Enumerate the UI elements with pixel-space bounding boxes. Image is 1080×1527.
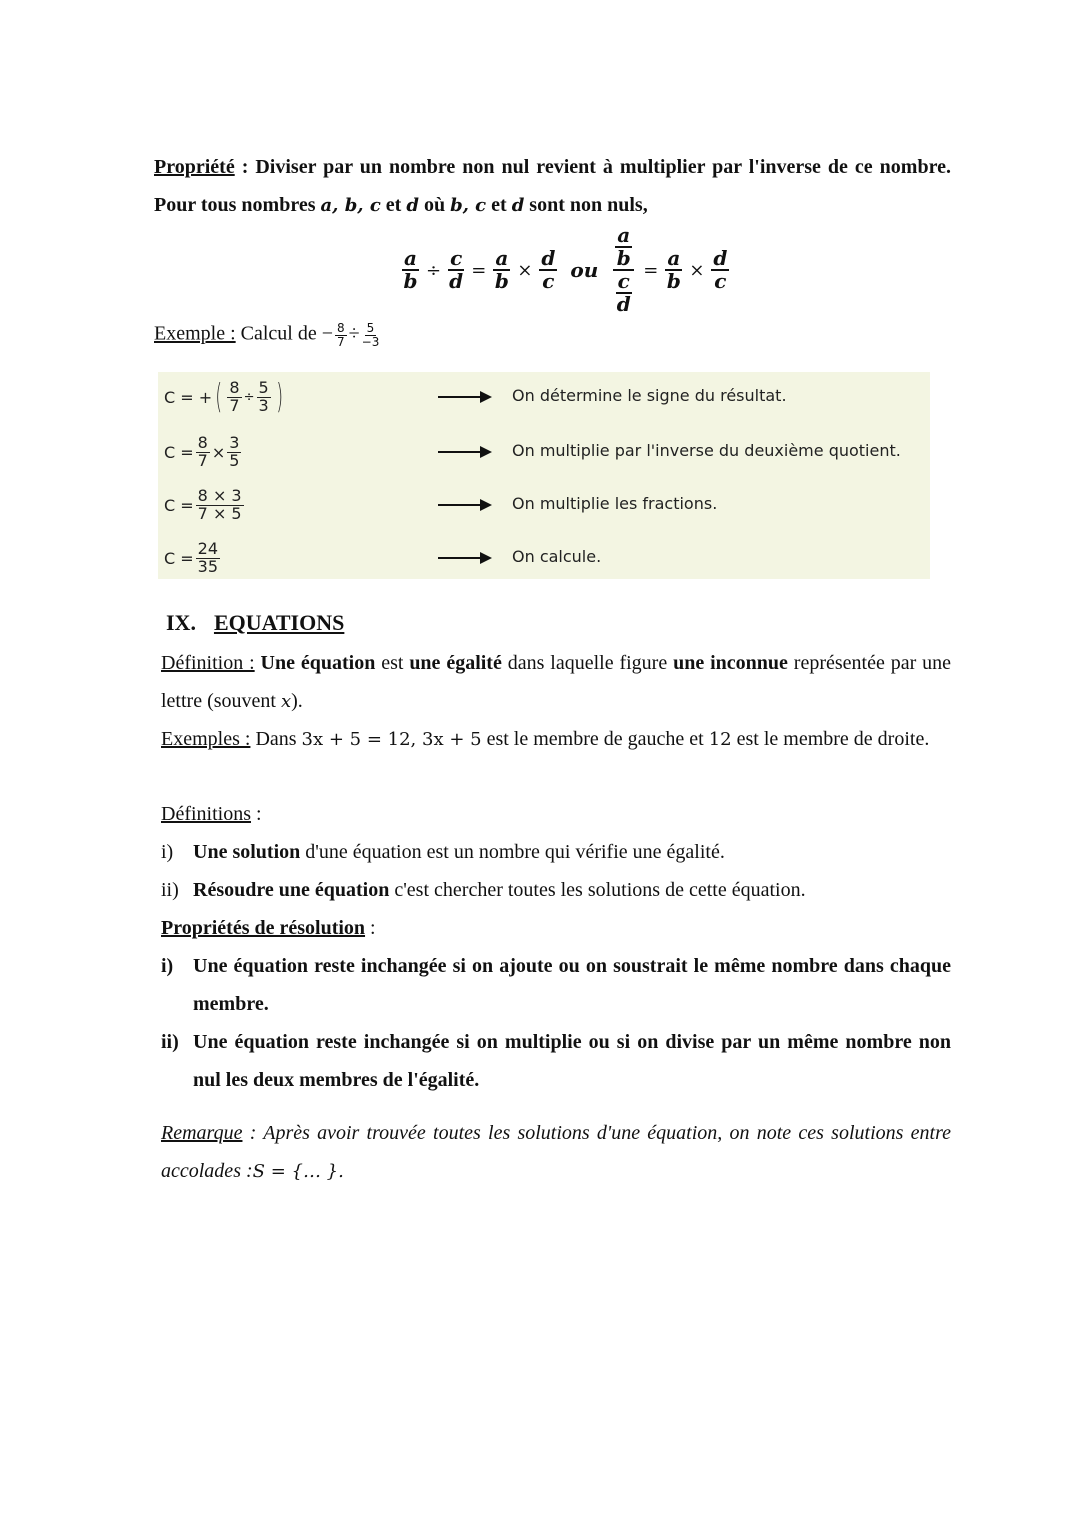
num: c [617,269,630,293]
example-line [154,322,381,348]
property-paragraph [154,148,951,225]
num: 8 × 3 [197,485,242,505]
step-description: On calcule. [512,547,602,566]
num: 5 [366,321,375,335]
text: une inconnue [673,652,788,674]
list-number: ii) [161,1031,179,1053]
fraction-a-b [402,248,419,292]
den: 7 × 5 [197,503,242,523]
arrow-right-icon [438,504,488,506]
fraction [196,432,210,470]
fraction [227,377,241,415]
compound-fraction [611,225,636,315]
text: Une équation [254,652,376,674]
calculation-steps-box [158,372,930,579]
den: 35 [197,556,219,576]
fraction [362,322,380,348]
list-number: ii) [161,879,179,901]
step-lhs: C = [164,495,194,515]
den: b [666,269,681,293]
den: 3 [258,395,269,415]
math-var: d [511,195,525,216]
list-number: i) [161,955,174,977]
colon: : [251,803,262,825]
text: où [418,194,451,216]
text: Une équation reste inchangée si on multiplie ou si on divise par un même nombre non nul les deux membres de l'égalité. [193,1031,951,1091]
close-paren: ) [276,377,283,417]
step-row [164,427,924,477]
colon: : [234,156,256,178]
step-description: On détermine le signe du résultat. [512,386,787,405]
examples-paragraph [161,720,951,759]
text: : Après avoir trouvée toutes les solutions d'une équation, on note ces solutions entre accolades : [161,1122,951,1182]
den: c [714,269,727,293]
text: Une équation reste inchangée si on ajoute ou on soustrait le même nombre dans chaque membre. [193,955,951,1015]
definition-paragraph [161,644,951,721]
den: c [542,269,555,293]
list-item [161,1023,951,1099]
step-description: On multiplie par l'inverse du deuxième quotient. [512,441,901,460]
arrow-right-icon [438,451,488,453]
den: b [616,246,631,270]
list-item [161,871,951,909]
remark-paragraph [161,1114,951,1191]
num: d [541,246,556,270]
arrow-right-icon [438,396,488,398]
definition-label: Définition : [161,652,255,674]
step-row [164,372,924,422]
text: Une solution [193,841,301,863]
text: dans laquelle figure [501,652,674,674]
num: a [495,246,509,270]
den: 5 [229,450,240,470]
fraction-c-d [448,248,464,292]
list-number: i) [161,841,174,863]
definitions-section [161,795,951,1099]
text: d'une équation est un nombre qui vérifie une égalité. [300,841,725,863]
fraction-d-c [711,248,729,292]
list-item [161,833,951,871]
text: et [486,194,512,216]
examples-label: Exemples : [161,728,251,750]
example-text: Calcul de [235,322,322,345]
text: Dans [250,728,302,750]
den: d [616,292,631,316]
times-sign: × [689,259,705,281]
num: 8 [197,432,208,452]
text: c'est chercher toutes les solutions de cette équation. [389,879,806,901]
divide-sign: ÷ [243,389,255,405]
properties-label: Propriétés de résolution [161,917,366,939]
arrow-right-icon [438,557,488,559]
fraction-a-b [665,248,682,292]
den: b [494,269,509,293]
text: est [375,652,410,674]
step-lhs: C = + [164,387,213,407]
fraction-a-b [613,225,634,271]
open-paren: ( [215,377,223,417]
section-title: EQUATIONS [213,610,345,635]
num: a [667,246,681,270]
num: 24 [197,538,219,558]
num: a [404,246,417,270]
section-heading [166,610,344,636]
step-lhs: C = [164,548,194,568]
times-sign: × [517,259,533,281]
property-label: Propriété [154,156,235,178]
num: 3 [229,432,240,452]
step-row [164,533,924,583]
den: 7 [229,395,240,415]
definitions-label: Définitions [161,803,251,825]
property-text: Diviser par un nombre non nul revient à multiplier par l'inverse de ce nombre. Pour tous nombres [154,156,951,216]
num: 5 [258,377,269,397]
step-lhs: C = [164,442,194,462]
example-label: Exemple : [154,322,236,345]
fraction-d-c [539,248,557,292]
num: a [617,223,631,247]
fraction-c-d [616,271,632,315]
text: ). [291,690,303,712]
equals-sign: = [471,259,487,281]
text: et [380,194,407,216]
fraction [227,432,241,470]
equals-sign: = [643,259,659,281]
den: −3 [361,334,380,349]
den: 7 [197,450,208,470]
text: Résoudre une équation [193,879,390,901]
text: une égalité [409,652,502,674]
math-var: x [280,691,292,712]
num: 8 [337,321,345,335]
text: sont non nuls, [524,194,648,216]
text: représentée par une lettre (souvent [161,652,952,712]
math-vars: b, c [450,195,487,216]
fraction [335,322,347,348]
list-item [161,947,951,1023]
num: 8 [229,377,240,397]
divide-sign: ÷ [425,259,442,281]
text: est le membre de gauche et [481,728,709,750]
den: b [403,269,418,293]
section-number: IX. [166,610,196,635]
division-formula [400,223,731,316]
fraction-a-b [493,248,510,292]
times-sign: × [211,442,226,462]
math-number: 12 [708,729,732,750]
text: est le membre de droite. [731,728,930,750]
math-vars: a, b, c [320,195,381,216]
ou-word: ou [570,258,599,282]
fraction [257,377,271,415]
colon: : [365,917,376,939]
den: d [449,269,464,293]
math-expression: 3x + 5 = 12, 3x + 5 [301,729,482,750]
math-var: d [406,195,419,216]
minus-sign: − [321,322,334,345]
num: d [713,246,728,270]
num: c [450,246,463,270]
divide-sign: ÷ [348,322,360,345]
remark-label: Remarque [161,1122,243,1144]
step-description: On multiplie les fractions. [512,494,718,513]
fraction [196,485,244,523]
math-set: S = {… }. [252,1161,344,1182]
den: 7 [337,334,345,349]
step-row [164,480,924,530]
fraction [196,538,220,576]
